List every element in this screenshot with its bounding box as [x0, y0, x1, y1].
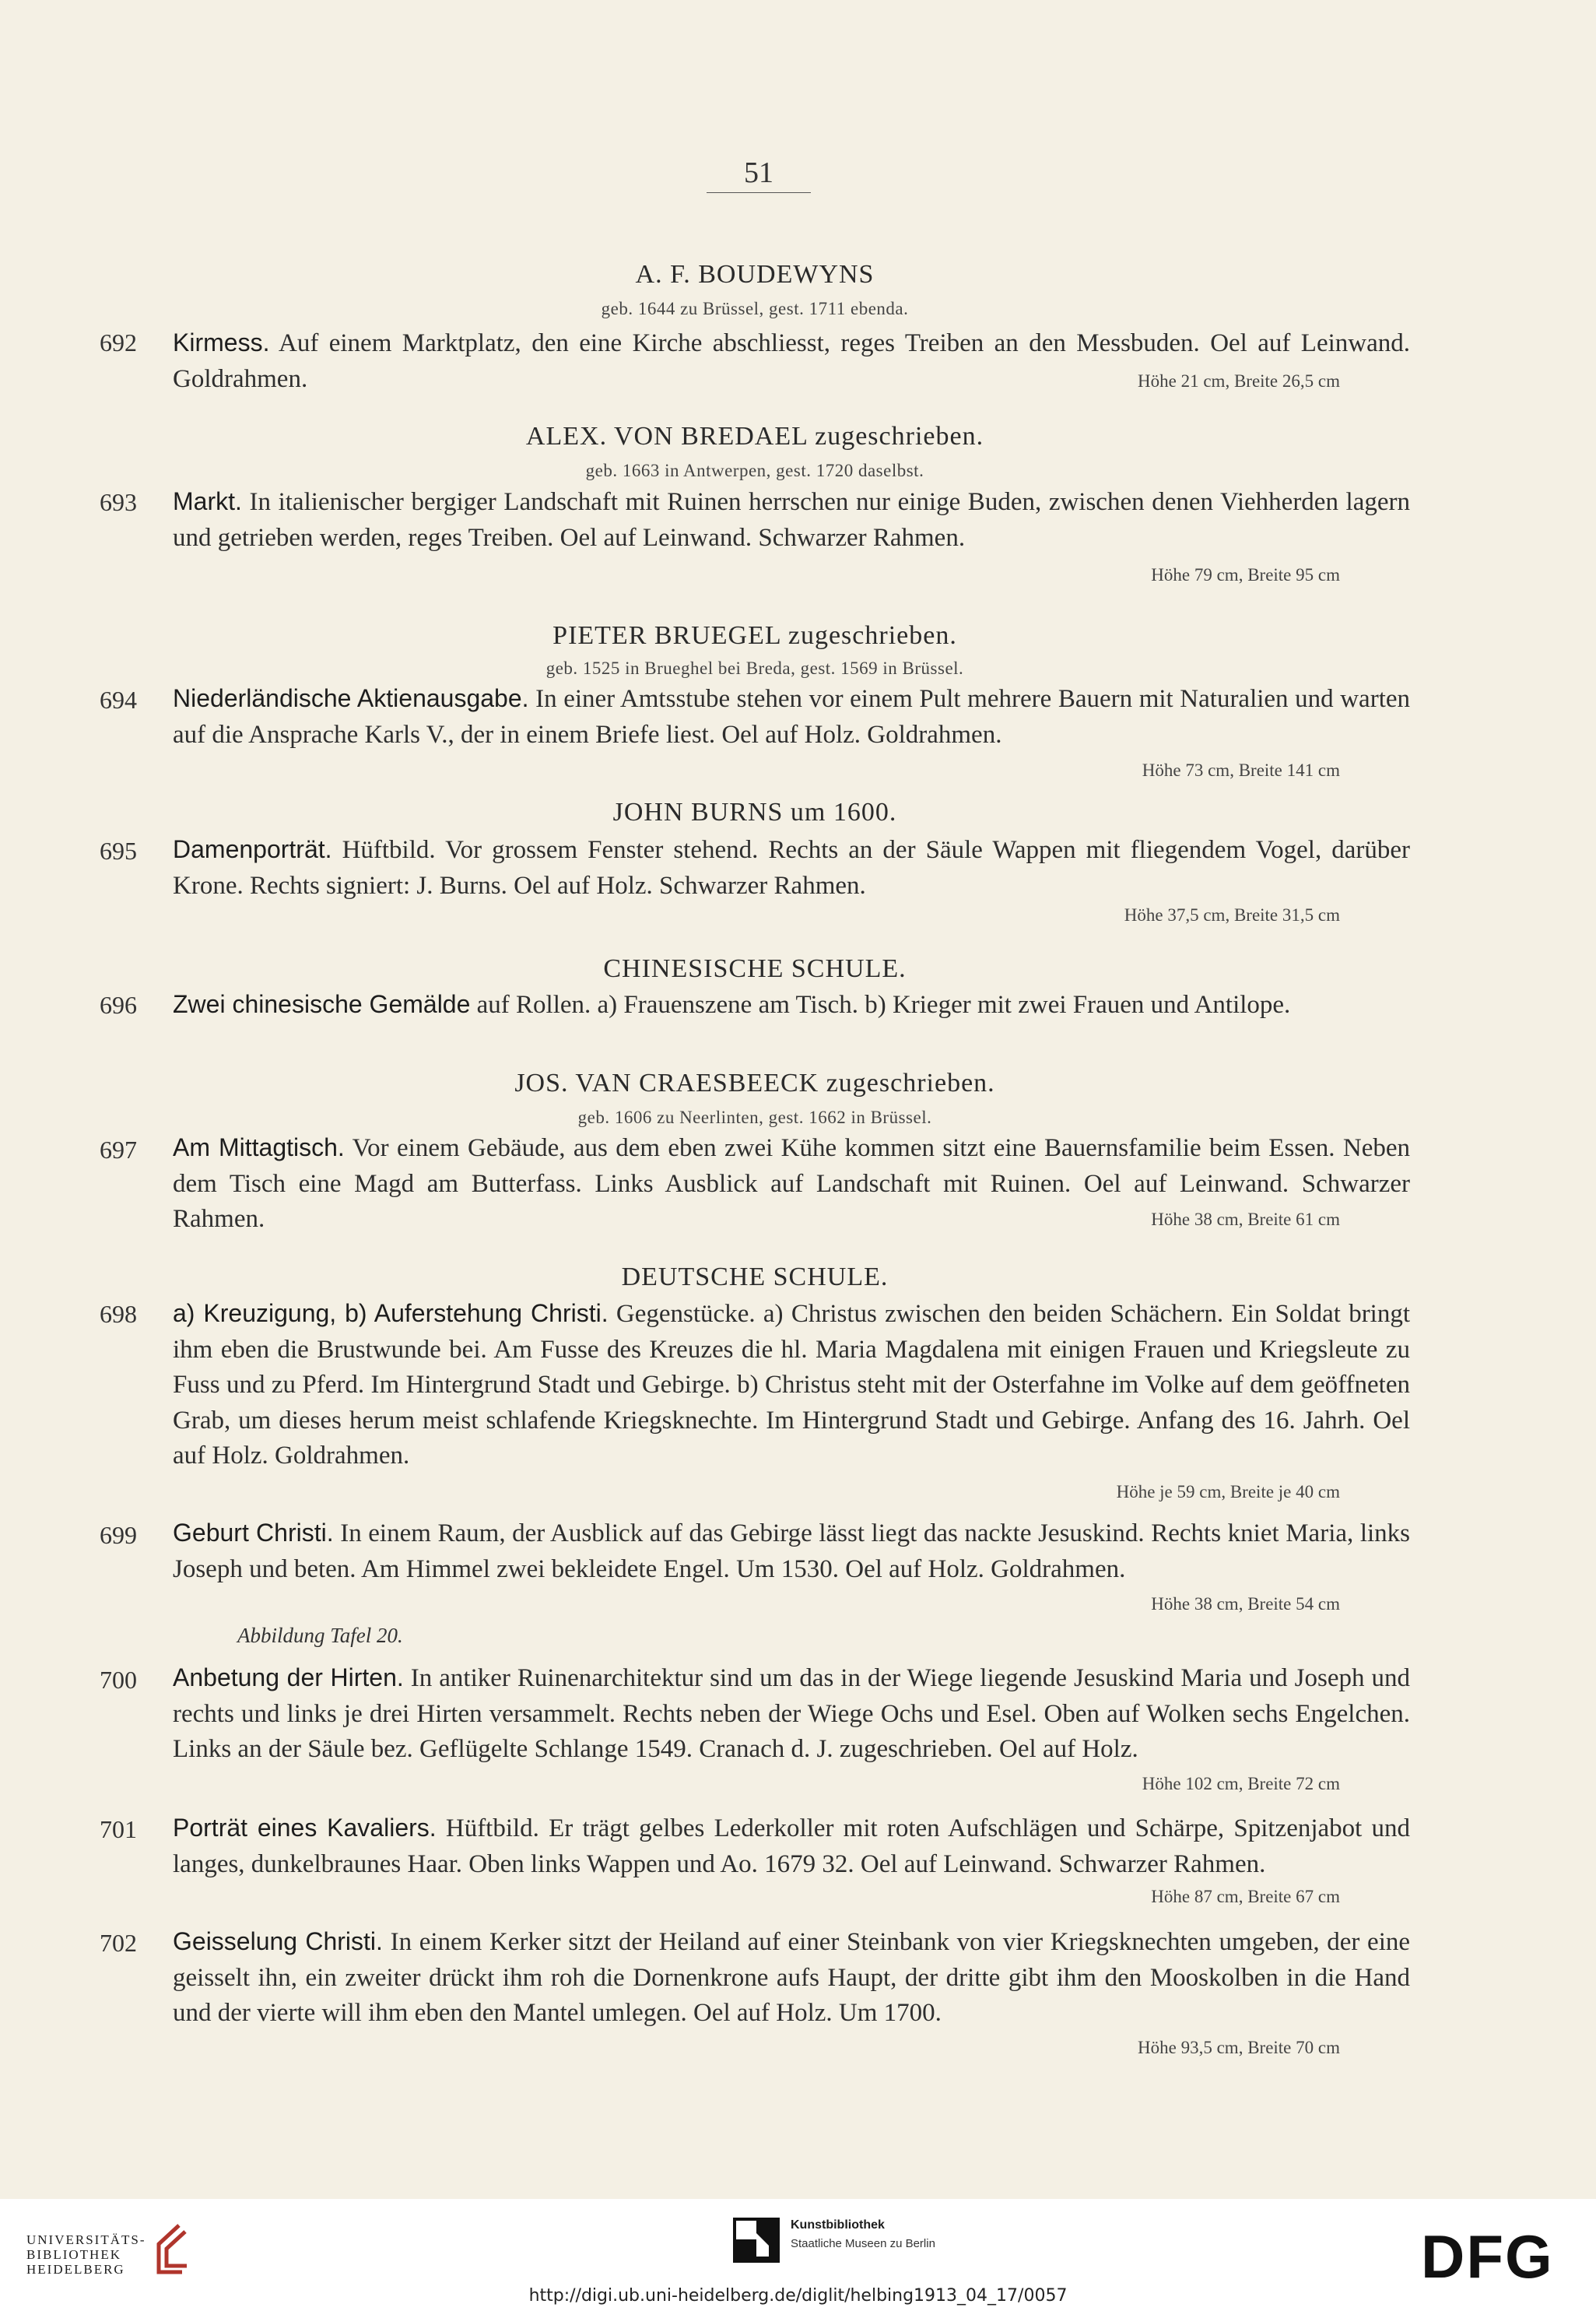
- lot-number: 697: [100, 1136, 137, 1164]
- unibib-name-line: HEIDELBERG: [26, 2262, 125, 2277]
- lot-text: Vor einem Gebäude, aus dem eben zwei Kühe kommen sitzt eine Bauernsfamilie beim Essen. Neben dem Tisch eine Magd am Butterfass. Links Ausblick auf Landschaft mit Ruinen. Oel auf Leinwand. Schwarzer Rahmen.: [173, 1134, 1411, 1233]
- lot-text: In einem Kerker sitzt der Heiland auf einer Steinbank von vier Kriegsknechten umgeben, der eine geisselt ihn, ein zweiter drückt ihm roh die Dornenkrone aufs Haupt, der dritte gibt ihm den Mooskolben in die Hand und der vierte will ihm eben den Mantel umlegen. Oel auf Holz. Um 1700.: [173, 1928, 1411, 2027]
- lot-dimensions: Höhe 102 cm, Breite 72 cm: [1142, 1774, 1340, 1793]
- lot-description: [173, 1515, 1410, 1587]
- illustration-reference: Abbildung Tafel 20.: [237, 1624, 403, 1647]
- lot-text: Hüftbild. Er trägt gelbes Lederkoller mit roten Aufschlägen und Schärpe, Spitzenjabot und langes, dunkelbraunes Haar. Oben links Wappen und Ao. 1679 32. Oel auf Leinwand. Schwarzer Rahmen.: [173, 1814, 1411, 1878]
- lot-dimensions: Höhe 38 cm, Breite 54 cm: [1151, 1594, 1340, 1614]
- lot-title: Damenporträt.: [173, 835, 332, 863]
- artist-bio: geb. 1606 zu Neerlinten, gest. 1662 in Brüssel.: [577, 1108, 932, 1127]
- lot-title: Markt.: [173, 487, 242, 515]
- artist-bio: geb. 1644 zu Brüssel, gest. 1711 ebenda.: [601, 299, 909, 318]
- lot-number: 700: [100, 1666, 137, 1694]
- lot-description: [173, 832, 1410, 904]
- lot-title: Anbetung der Hirten.: [173, 1663, 404, 1691]
- lot-number: 696: [100, 991, 137, 1019]
- artist-heading: ALEX. VON BREDAEL zugeschrieben.: [525, 422, 984, 451]
- lot-number: 699: [100, 1521, 137, 1549]
- unibib-logo-icon: [148, 2221, 191, 2277]
- lot-title: Porträt eines Kavaliers.: [173, 1814, 437, 1842]
- lot-text: Gegenstücke. a) Christus zwischen den beiden Schächern. Ein Soldat bringt ihm eben die Brustwunde bei. Am Fusse des Kreuzes die hl. Maria Magdalena mit einigen Frauen und Kriegsleute zu Fuss und zu Pferd. Im Hintergrund Stadt und Gebirge. b) Christus steht mit der Osterfahne im Volke auf dem geöffneten Grab, um dieses herum meist schlafende Kriegsknechte. Im Hintergrund Stadt und Gebirge. Anfang des 16. Jahrh. Oel auf Holz. Goldrahmen.: [173, 1300, 1411, 1470]
- lot-description: [173, 484, 1410, 556]
- lot-text: Hüftbild. Vor grossem Fenster stehend. Rechts an der Säule Wappen mit fliegendem Vogel, darüber Krone. Rechts signiert: J. Burns. Oel auf Holz. Schwarzer Rahmen.: [173, 836, 1410, 900]
- artist-heading: PIETER BRUEGEL zugeschrieben.: [552, 621, 957, 650]
- lot-title: a) Kreuzigung, b) Auferstehung Christi.: [173, 1299, 609, 1327]
- lot-text: In einem Raum, der Ausblick auf das Gebirge lässt liegt das nackte Jesuskind. Rechts kniet Maria, links Joseph und beten. Am Himmel zwei bekleidete Engel. Um 1530. Oel auf Holz. Goldrahmen.: [173, 1519, 1411, 1583]
- lot-description: [173, 987, 1410, 1024]
- lot-title: Am Mittagtisch.: [173, 1133, 345, 1161]
- lot-dimensions: Höhe je 59 cm, Breite je 40 cm: [1116, 1482, 1340, 1501]
- lot-number: 695: [100, 837, 137, 865]
- artist-heading: JOS. VAN CRAESBEECK zugeschrieben.: [514, 1069, 995, 1098]
- unibib-name-line: BIBLIOTHEK: [26, 2247, 121, 2262]
- lot-number: 701: [100, 1815, 137, 1843]
- lot-description: [173, 1296, 1410, 1474]
- lot-dimensions: Höhe 79 cm, Breite 95 cm: [1151, 565, 1340, 585]
- dfg-logo: DFG: [1421, 2222, 1554, 2291]
- lot-title: Kirmess.: [173, 328, 270, 356]
- lot-number: 694: [100, 686, 137, 714]
- lot-dimensions: Höhe 21 cm, Breite 26,5 cm: [1138, 371, 1340, 391]
- lot-description: [173, 1924, 1410, 2032]
- artist-heading: DEUTSCHE SCHULE.: [621, 1263, 889, 1291]
- lot-title: Geburt Christi.: [173, 1519, 334, 1547]
- lot-description: [173, 1811, 1410, 1882]
- lot-text: Auf einem Marktplatz, den eine Kirche abschliesst, reges Treiben an den Messbuden. Oel auf Leinwand. Goldrahmen.: [173, 329, 1410, 393]
- lot-text: In antiker Ruinenarchitektur sind um das in der Wiege liegende Jesuskind Maria und Joseph und rechts und links je drei Hirten versammelt. Rechts neben der Wiege Ochs und Esel. Oben auf Wolken sechs Engelchen. Links an der Säule bez. Geflügelte Schlange 1549. Cranach d. J. zugeschrieben. Oel auf Holz.: [173, 1664, 1411, 1763]
- viewer-footer: [0, 2199, 1596, 2311]
- artist-bio: geb. 1525 in Brueghel bei Breda, gest. 1569 in Brüssel.: [545, 659, 964, 678]
- lot-dimensions: Höhe 93,5 cm, Breite 70 cm: [1138, 2038, 1340, 2057]
- lot-number: 692: [100, 328, 137, 356]
- lot-text: In einer Amtsstube stehen vor einem Pult mehrere Bauern mit Naturalien und warten auf die Ansprache Karls V., der in einem Briefe liest. Oel auf Holz. Goldrahmen.: [173, 685, 1411, 749]
- lot-description: [173, 1660, 1410, 1768]
- artist-heading: JOHN BURNS um 1600.: [612, 798, 897, 827]
- page-number: 51: [744, 156, 773, 189]
- kunstbibliothek-subtitle: Staatliche Museen zu Berlin: [791, 2237, 935, 2250]
- lot-number: 698: [100, 1300, 137, 1328]
- lot-title: Geisselung Christi.: [173, 1927, 383, 1955]
- artist-heading: CHINESISCHE SCHULE.: [603, 954, 907, 983]
- kunstbibliothek-logo-icon: [733, 2218, 780, 2263]
- lot-number: 702: [100, 1929, 137, 1957]
- lot-description: [173, 681, 1410, 753]
- lot-title: Niederländische Aktienausgabe.: [173, 684, 529, 712]
- lot-title: Zwei chinesische Gemälde: [173, 990, 471, 1018]
- lot-text: In italienischer bergiger Landschaft mit Ruinen herrschen nur einige Buden, zwischen denen Viehherden lagern und getrieben werden, reges Treiben. Oel auf Leinwand. Schwarzer Rahmen.: [173, 488, 1411, 552]
- lot-dimensions: Höhe 87 cm, Breite 67 cm: [1151, 1887, 1340, 1906]
- permalink-url[interactable]: http://digi.ub.uni-heidelberg.de/diglit/helbing1913_04_17/0057: [528, 2286, 1068, 2306]
- lot-dimensions: Höhe 37,5 cm, Breite 31,5 cm: [1124, 905, 1340, 925]
- kunstbibliothek-title: Kunstbibliothek: [791, 2218, 885, 2232]
- lot-dimensions: Höhe 38 cm, Breite 61 cm: [1151, 1210, 1340, 1229]
- lot-text: auf Rollen. a) Frauenszene am Tisch. b) Krieger mit zwei Frauen und Antilope.: [476, 991, 1291, 1019]
- artist-heading: A. F. BOUDEWYNS: [635, 260, 875, 289]
- lot-number: 693: [100, 488, 137, 516]
- artist-bio: geb. 1663 in Antwerpen, gest. 1720 daselbst.: [585, 461, 924, 480]
- unibib-name-line: UNIVERSITÄTS-: [26, 2232, 146, 2247]
- unibib-name: [26, 2232, 146, 2277]
- page-number-rule: [707, 192, 811, 193]
- lot-dimensions: Höhe 73 cm, Breite 141 cm: [1142, 760, 1340, 780]
